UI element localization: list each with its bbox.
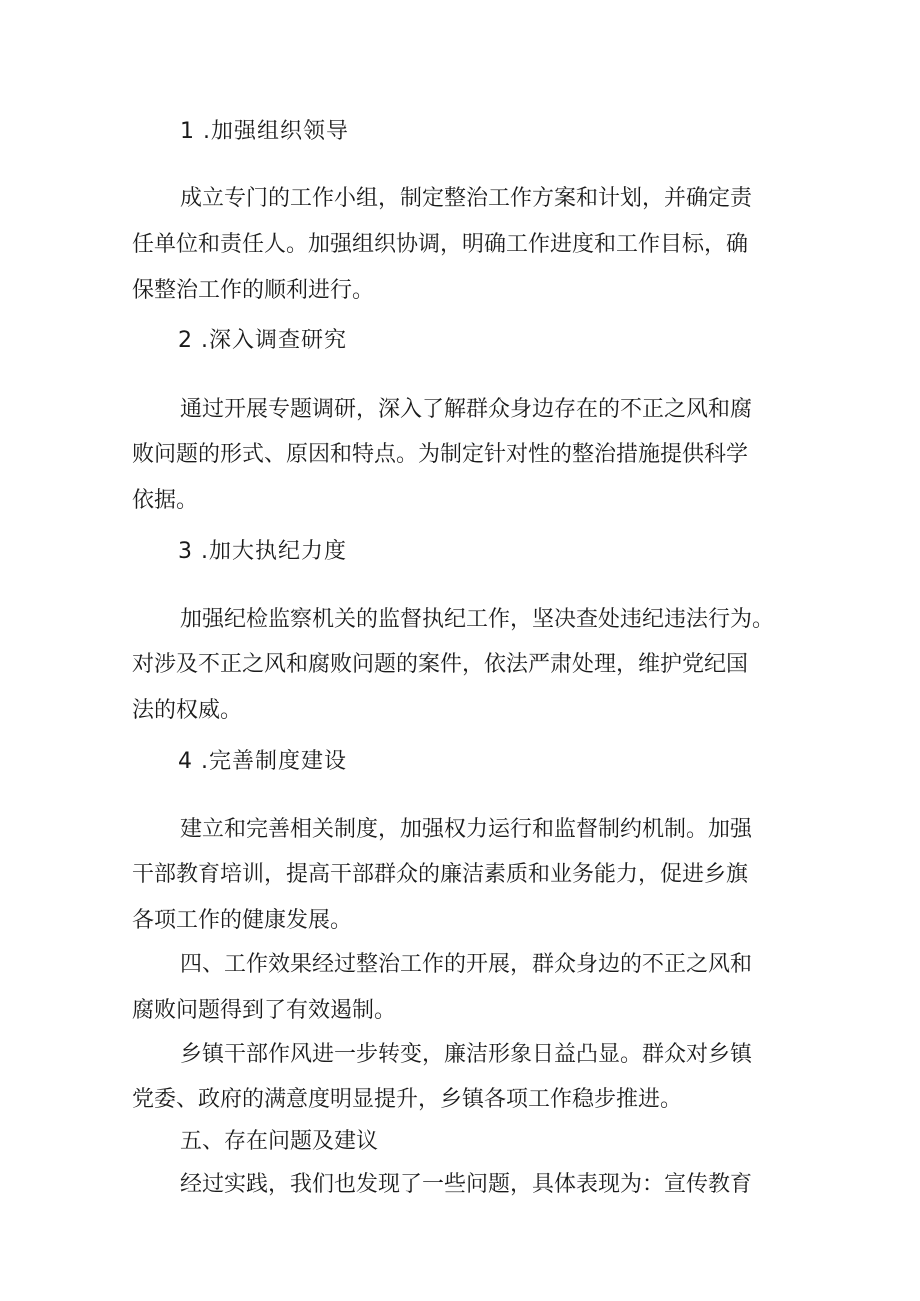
paragraph-line: 法的权威。 [132, 698, 243, 723]
paragraph-line: 腐败问题得到了有效遏制。 [132, 998, 397, 1023]
paragraph-line: 通过开展专题调研，深入了解群众身边存在的不正之风和腐 [180, 397, 753, 422]
paragraph-line: 加强纪检监察机关的监督执纪工作，坚决查处违纪违法行为。 [180, 607, 775, 632]
paragraph-line: 依据。 [132, 488, 199, 513]
paragraph-line: 建立和完善相关制度，加强权力运行和监督制约机制。加强 [180, 817, 753, 842]
paragraph-line: 保整治工作的顺利进行。 [132, 278, 375, 303]
paragraph-line: 成立专门的工作小组，制定整治工作方案和计划，并确定责 [180, 186, 753, 211]
paragraph-line: 败问题的形式、原因和特点。为制定针对性的整治措施提供科学 [132, 442, 749, 467]
paragraph-line: 乡镇干部作风进一步转变，廉洁形象日益凸显。群众对乡镇 [180, 1042, 753, 1067]
paragraph-line: 经过实践，我们也发现了一些问题，具体表现为：宣传教育 [180, 1172, 753, 1197]
paragraph-line: 党委、政府的满意度明显提升，乡镇各项工作稳步推进。 [132, 1087, 683, 1112]
paragraph-line: 各项工作的健康发展。 [132, 908, 353, 933]
section-heading: 4 .完善制度建设 [178, 749, 347, 774]
paragraph-line: 对涉及不正之风和腐败问题的案件，依法严肃处理，维护党纪国 [132, 652, 749, 677]
paragraph-line: 任单位和责任人。加强组织协调，明确工作进度和工作目标，确 [132, 232, 749, 257]
paragraph-line: 干部教育培训，提高干部群众的廉洁素质和业务能力，促进乡旗 [132, 862, 749, 887]
section-heading: 2 .深入调查研究 [178, 328, 347, 353]
paragraph-line: 四、工作效果经过整治工作的开展，群众身边的不正之风和 [180, 952, 753, 977]
section-heading: 3 .加大执纪力度 [178, 539, 347, 564]
section-heading: 1 .加强组织领导 [180, 119, 349, 144]
section-title: 五、存在问题及建议 [180, 1129, 379, 1154]
